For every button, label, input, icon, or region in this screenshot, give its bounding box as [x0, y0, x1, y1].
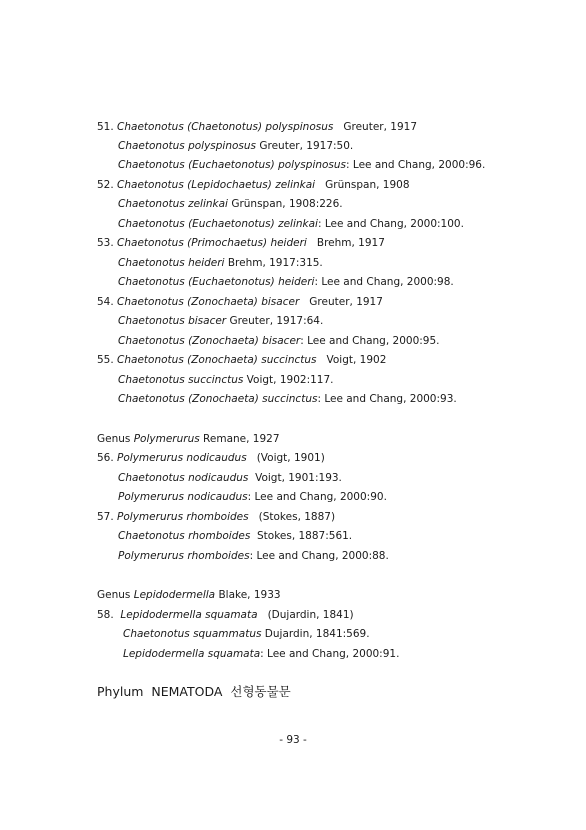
- species-authority: (Dujardin, 1841): [267, 609, 354, 621]
- synonym-name: Chaetonotus (Euchaetonotus) zelinkai: [118, 218, 318, 230]
- species-name: Lepidodermella squamata: [120, 609, 258, 621]
- species-entry-55: [97, 353, 386, 367]
- synonym-line: [118, 256, 323, 270]
- synonym-line: [118, 490, 387, 504]
- synonym-citation: : Lee and Chang, 2000:90.: [247, 491, 387, 503]
- synonym-citation: Brehm, 1917:315.: [224, 257, 323, 269]
- synonym-line: [123, 647, 399, 661]
- species-name: Polymerurus nodicaudus: [117, 452, 247, 464]
- synonym-name: Polymerurus rhomboides: [118, 550, 250, 562]
- synonym-citation: : Lee and Chang, 2000:96.: [346, 159, 486, 171]
- synonym-name: Chaetonotus nodicaudus: [118, 472, 249, 484]
- synonym-citation: : Lee and Chang, 2000:95.: [300, 335, 440, 347]
- genus-heading-lepidodermella: [97, 588, 281, 602]
- synonym-line: [118, 139, 353, 153]
- synonym-citation: Stokes, 1887:561.: [250, 530, 353, 542]
- synonym-name: Chaetonotus (Euchaetonotus) polyspinosus: [118, 159, 347, 171]
- species-name: Chaetonotus (Lepidochaetus) zelinkai: [117, 179, 316, 191]
- synonym-name: Lepidodermella squamata: [123, 648, 261, 660]
- genus-authority: Blake, 1933: [215, 589, 281, 601]
- synonym-name: Chaetonotus polyspinosus: [118, 140, 257, 152]
- synonym-line: [118, 334, 439, 348]
- genus-name: Lepidodermella: [133, 589, 216, 601]
- synonym-name: Chaetonotus heideri: [118, 257, 225, 269]
- species-entry-56: [97, 451, 325, 465]
- synonym-citation: : Lee and Chang, 2000:88.: [249, 550, 389, 562]
- species-authority: (Voigt, 1901): [256, 452, 325, 464]
- synonym-citation: : Lee and Chang, 2000:93.: [317, 393, 457, 405]
- species-entry-57: [97, 510, 335, 524]
- synonym-name: Chaetonotus (Zonochaeta) succinctus: [118, 393, 318, 405]
- synonym-citation: Voigt, 1902:117.: [243, 374, 334, 386]
- synonym-citation: Voigt, 1901:193.: [248, 472, 342, 484]
- synonym-name: Chaetonotus (Zonochaeta) bisacer: [118, 335, 301, 347]
- species-name: Chaetonotus (Primochaetus) heideri: [117, 237, 307, 249]
- synonym-citation: Dujardin, 1841:569.: [261, 628, 370, 640]
- synonym-name: Chaetonotus bisacer: [118, 315, 227, 327]
- synonym-line: [118, 549, 389, 563]
- species-entry-54: [97, 295, 383, 309]
- phylum-heading: Phylum NEMATODA 선형동물문: [97, 684, 291, 699]
- synonym-citation: Greuter, 1917:64.: [226, 315, 324, 327]
- synonym-citation: Grünspan, 1908:226.: [227, 198, 343, 210]
- synonym-citation: Greuter, 1917:50.: [256, 140, 354, 152]
- species-authority: Voigt, 1902: [326, 354, 387, 366]
- genus-heading-polymerurus: [97, 432, 280, 446]
- synonym-line: [118, 373, 334, 387]
- entry-number: 58.: [97, 609, 114, 621]
- synonym-citation: : Lee and Chang, 2000:91.: [260, 648, 400, 660]
- species-entry-51: [97, 120, 417, 134]
- page-number: - 93 -: [279, 734, 307, 746]
- entry-number: 51.: [97, 121, 114, 133]
- synonym-line: [118, 471, 342, 485]
- species-authority: Brehm, 1917: [316, 237, 385, 249]
- synonym-name: Chaetonotus squammatus: [123, 628, 262, 640]
- entry-number: 53.: [97, 237, 114, 249]
- synonym-line: [118, 217, 464, 231]
- synonym-line: [118, 197, 343, 211]
- species-authority: Grünspan, 1908: [325, 179, 410, 191]
- synonym-line: [118, 314, 323, 328]
- species-authority: Greuter, 1917: [309, 296, 383, 308]
- synonym-line: [118, 158, 485, 172]
- species-name: Chaetonotus (Zonochaeta) bisacer: [117, 296, 300, 308]
- synonym-name: Chaetonotus zelinkai: [118, 198, 228, 210]
- entry-number: 55.: [97, 354, 114, 366]
- synonym-name: Chaetonotus succinctus: [118, 374, 244, 386]
- synonym-name: Chaetonotus (Euchaetonotus) heideri: [118, 276, 315, 288]
- species-authority: (Stokes, 1887): [258, 511, 336, 523]
- entry-number: 54.: [97, 296, 114, 308]
- synonym-line: [118, 392, 457, 406]
- genus-authority: Remane, 1927: [199, 433, 280, 445]
- genus-name: Polymerurus: [133, 433, 200, 445]
- species-name: Chaetonotus (Chaetonotus) polyspinosus: [117, 121, 334, 133]
- genus-prefix: Genus: [97, 433, 134, 445]
- synonym-line: [118, 275, 454, 289]
- species-entry-53: [97, 236, 385, 250]
- species-entry-52: [97, 178, 410, 192]
- synonym-citation: : Lee and Chang, 2000:100.: [317, 218, 464, 230]
- synonym-citation: : Lee and Chang, 2000:98.: [314, 276, 454, 288]
- synonym-line: [123, 627, 370, 641]
- entry-number: 57.: [97, 511, 114, 523]
- species-name: Chaetonotus (Zonochaeta) succinctus: [117, 354, 317, 366]
- synonym-name: Chaetonotus rhomboides: [118, 530, 251, 542]
- genus-prefix: Genus: [97, 589, 134, 601]
- synonym-line: [118, 529, 352, 543]
- entry-number: 52.: [97, 179, 114, 191]
- synonym-name: Polymerurus nodicaudus: [118, 491, 248, 503]
- species-name: Polymerurus rhomboides: [117, 511, 249, 523]
- species-authority: Greuter, 1917: [343, 121, 418, 133]
- species-entry-58: [97, 608, 354, 622]
- entry-number: 56.: [97, 452, 114, 464]
